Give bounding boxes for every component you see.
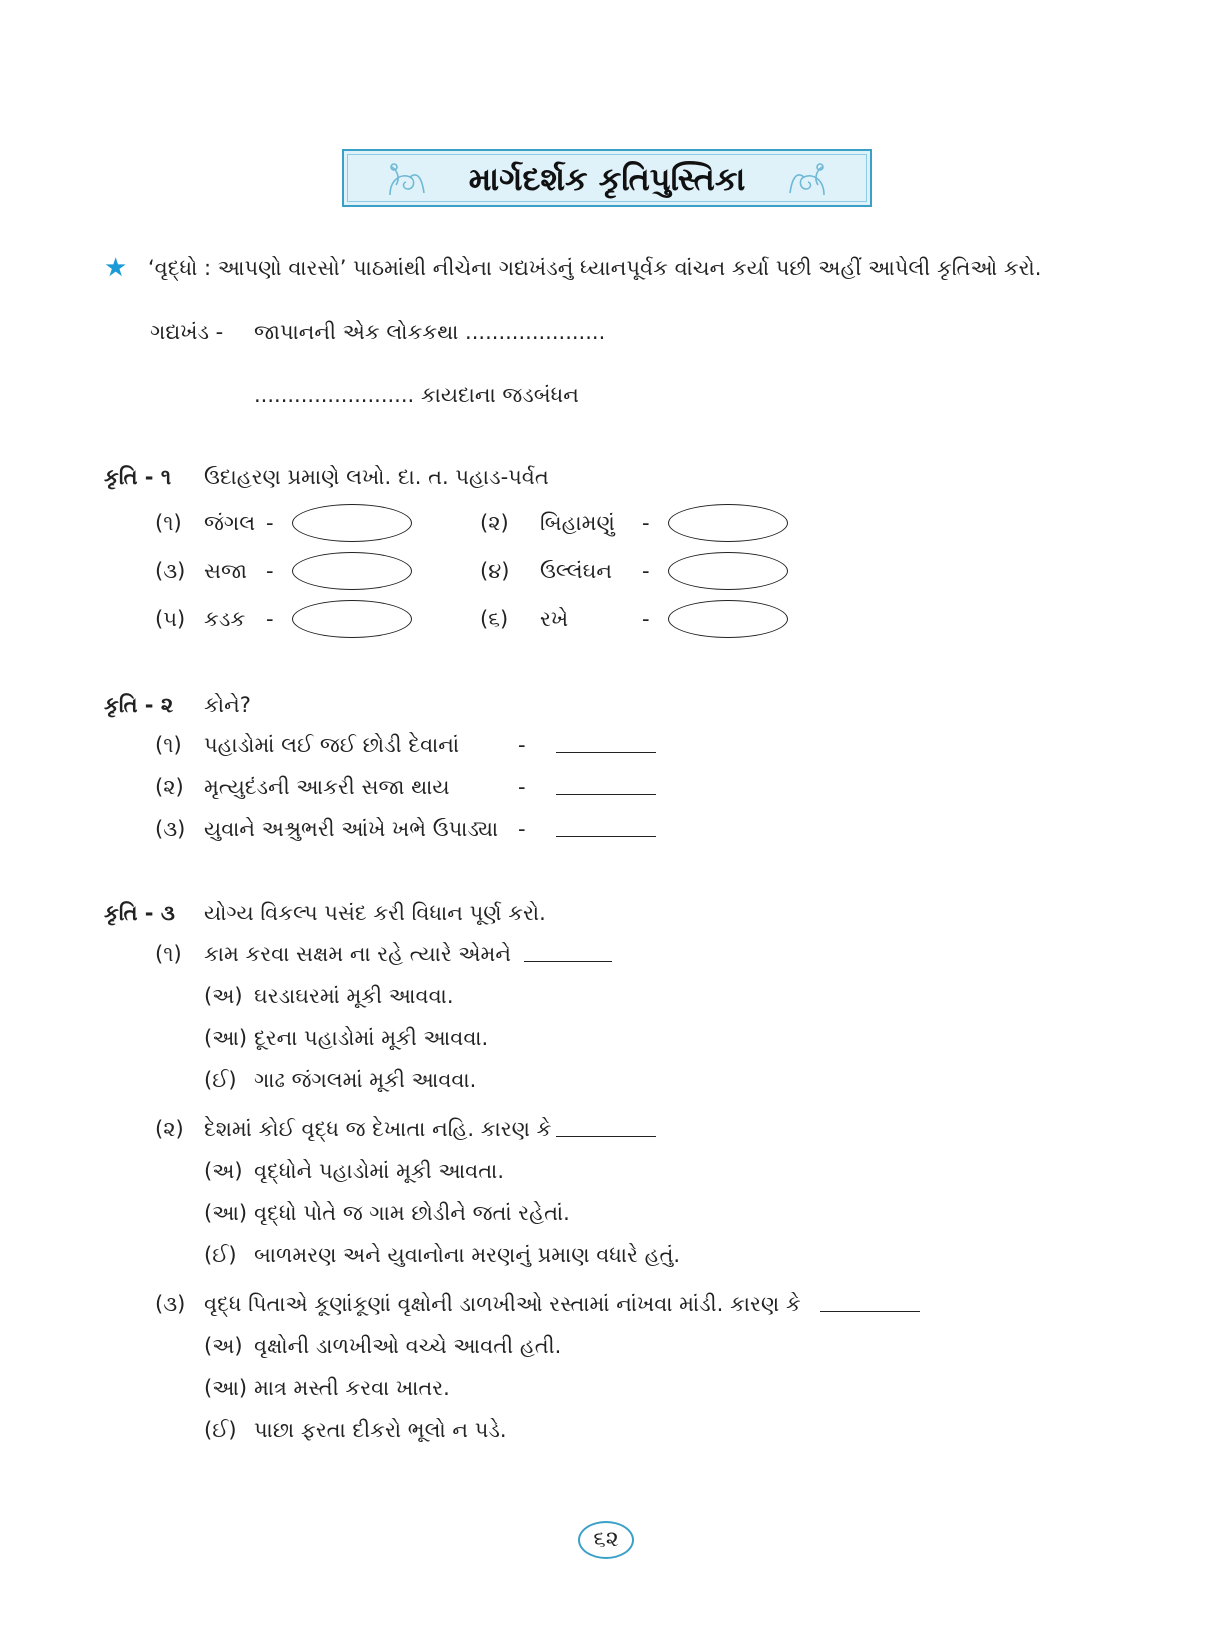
kruti-2-label: કૃતિ - ૨ [104, 693, 174, 717]
option-text: ઘરડાઘરમાં મૂકી આવવા. [254, 984, 454, 1008]
passage-label: ગદ્યખંડ - [150, 320, 224, 344]
option-text: માત્ર મસ્તી કરવા ખાતર. [254, 1376, 450, 1400]
kruti-1-item-word: બિહામણું [540, 511, 615, 535]
option-text: દૂરના પહાડોમાં મૂકી આવવા. [254, 1026, 489, 1050]
answer-line[interactable] [524, 961, 612, 962]
option-text: ગાઢ જંગલમાં મૂકી આવવા. [254, 1068, 477, 1092]
question-num: (૩) [155, 1292, 186, 1316]
option-text: પાછા ફરતા દીકરો ભૂલો ન પડે. [254, 1418, 507, 1442]
answer-oval[interactable] [668, 504, 788, 542]
kruti-1-item-dash: - [266, 607, 274, 631]
kruti-2-item-dash: - [518, 817, 526, 841]
star-icon: ★ [104, 253, 128, 283]
question-text: કામ કરવા સક્ષમ ના રહે ત્યારે એમને [204, 942, 512, 966]
answer-line[interactable] [820, 1311, 920, 1312]
page-number: ૬૨ [578, 1521, 634, 1559]
question-text: વૃદ્ધ પિતાએ કૂણાંકૂણાં વૃક્ષોની ડાળખીઓ રસ્તામાં નાંખવા માંડી. કારણ કે [204, 1292, 801, 1316]
option-key: (અ) [204, 984, 243, 1008]
kruti-3-label: કૃતિ - ૩ [104, 901, 175, 925]
question-num: (૧) [155, 942, 182, 966]
kruti-1-item-word: કડક [204, 607, 246, 631]
answer-oval[interactable] [292, 600, 412, 638]
kruti-1-item-dash: - [642, 511, 650, 535]
option-key: (ઈ) [204, 1418, 237, 1442]
kruti-1-item-dash: - [642, 559, 650, 583]
kruti-1-item-word: ઉલ્લંઘન [540, 559, 613, 583]
kruti-1-item-num: (૪) [480, 559, 510, 583]
option-key: (અ) [204, 1159, 243, 1183]
kruti-1-item-num: (૫) [155, 607, 186, 631]
option-text: વૃદ્ધોને પહાડોમાં મૂકી આવતા. [254, 1159, 504, 1183]
answer-line[interactable] [556, 752, 656, 753]
option-key: (ઈ) [204, 1243, 237, 1267]
kruti-1-item-num: (૨) [480, 511, 509, 535]
question-num: (૨) [155, 1117, 184, 1141]
option-text: વૃદ્ધો પોતે જ ગામ છોડીને જતાં રહેતાં. [254, 1201, 570, 1225]
floral-ornament-right-icon [786, 159, 830, 199]
answer-oval[interactable] [668, 600, 788, 638]
kruti-1-item-num: (૧) [155, 511, 182, 535]
kruti-1-item-num: (૩) [155, 559, 186, 583]
answer-line[interactable] [556, 1136, 656, 1137]
kruti-2-item-num: (૩) [155, 817, 186, 841]
title-box [342, 149, 872, 207]
answer-line[interactable] [556, 794, 656, 795]
answer-oval[interactable] [292, 552, 412, 590]
option-key: (ઈ) [204, 1068, 237, 1092]
kruti-1-item-dash: - [642, 607, 650, 631]
kruti-1-item-word: સજા [204, 559, 247, 583]
answer-oval[interactable] [668, 552, 788, 590]
question-text: દેશમાં કોઈ વૃદ્ધ જ દેખાતા નહિ. કારણ કે [204, 1117, 552, 1141]
kruti-2-prompt: કોને? [204, 693, 251, 717]
instruction-text: ‘વૃદ્ધો : આપણો વારસો’ પાઠમાંથી નીચેના ગદ્યખંડનું ધ્યાનપૂર્વક વાંચન કર્યા પછી અહીં આપેલી કૃતિઓ કરો. [148, 256, 1042, 280]
kruti-2-item-text: મૃત્યુદંડની આકરી સજા થાય [204, 775, 450, 799]
kruti-1-item-word: રખે [540, 607, 569, 631]
kruti-1-item-dash: - [266, 559, 274, 583]
option-text: વૃક્ષોની ડાળખીઓ વચ્ચે આવતી હતી. [254, 1334, 562, 1358]
kruti-2-item-num: (૧) [155, 733, 182, 757]
option-key: (આ) [204, 1026, 248, 1050]
option-key: (અ) [204, 1334, 243, 1358]
kruti-2-item-dash: - [518, 733, 526, 757]
kruti-2-item-text: પહાડોમાં લઈ જઈ છોડી દેવાનાં [204, 733, 460, 757]
kruti-2-item-num: (૨) [155, 775, 184, 799]
kruti-1-item-dash: - [266, 511, 274, 535]
answer-line[interactable] [556, 836, 656, 837]
kruti-1-item-num: (૬) [480, 607, 509, 631]
option-key: (આ) [204, 1376, 248, 1400]
page-title: માર્ગદર્શક કૃતિપુસ્તિકા [468, 160, 746, 198]
kruti-1-label: કૃતિ - ૧ [104, 465, 172, 489]
kruti-1-prompt: ઉદાહરણ પ્રમાણે લખો. દા. ત. પહાડ-પર્વત [204, 465, 549, 489]
passage-line-1: જાપાનની એક લોકકથા ..................... [254, 320, 606, 344]
option-text: બાળમરણ અને યુવાનોના મરણનું પ્રમાણ વધારે હતું. [254, 1243, 681, 1267]
passage-line-2: ........................ કાયદાના જડબંધન [254, 383, 579, 407]
option-key: (આ) [204, 1201, 248, 1225]
kruti-3-prompt: યોગ્ય વિકલ્પ પસંદ કરી વિધાન પૂર્ણ કરો. [204, 901, 546, 925]
kruti-1-item-word: જંગલ [204, 511, 256, 535]
kruti-2-item-dash: - [518, 775, 526, 799]
kruti-2-item-text: યુવાને અશ્રુભરી આંખે ખભે ઉપાડ્યા [204, 817, 499, 841]
answer-oval[interactable] [292, 504, 412, 542]
